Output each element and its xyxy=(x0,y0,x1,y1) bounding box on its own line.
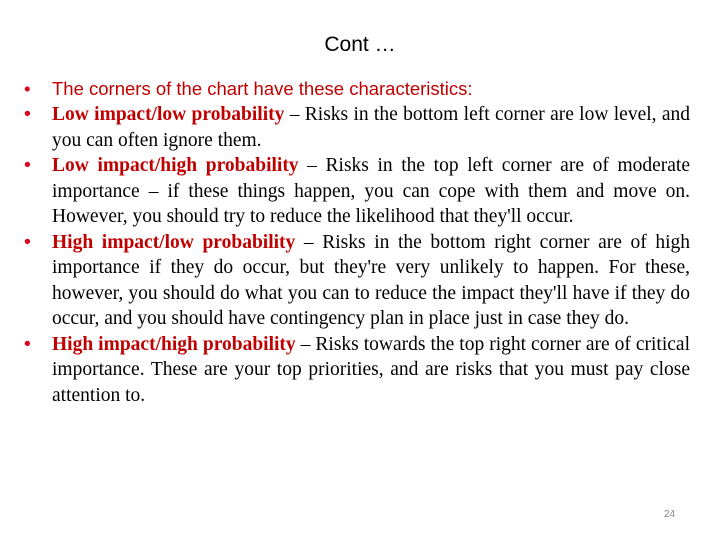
bullet-text: – Risks in the top left corner are of moderate importance – if these things happen, you can cope with them and move on. However, you should try to reduce the likelihood that they'll occur. xyxy=(52,155,690,227)
bullet-list xyxy=(24,76,690,408)
bullet-term: Low impact/high probability xyxy=(52,155,299,176)
bullet-term: Low impact/low probability xyxy=(52,104,285,125)
bullet-icon: • xyxy=(24,230,31,253)
intro-text: The corners of the chart have these characteristics: xyxy=(52,78,473,99)
bullet-low-high xyxy=(24,153,690,230)
bullet-icon: • xyxy=(24,154,31,176)
bullet-intro xyxy=(24,76,690,102)
bullet-text: – Risks in the bottom left corner are low level, and you can often ignore them. xyxy=(52,104,690,151)
bullet-icon: • xyxy=(24,103,31,125)
bullet-icon: • xyxy=(24,332,31,355)
page-number: 24 xyxy=(664,509,676,520)
bullet-icon: • xyxy=(24,78,31,99)
slide-title: Cont … xyxy=(324,33,396,56)
bullet-text: – Risks in the bottom right corner are of high importance if they do occur, but they're very unlikely to happen. For these, however, you should do what you can to reduce the impact they'll have if they do occur, and you should have contingency plan in place just in case they do. xyxy=(52,231,690,329)
bullet-text: – Risks towards the top right corner are of critical importance. These are your top priorities, and are risks that you must pay close attention to. xyxy=(52,333,690,406)
bullet-low-low xyxy=(24,102,690,153)
bullet-high-high xyxy=(24,332,690,409)
bullet-term: High impact/low probability xyxy=(52,231,296,253)
bullet-term: High impact/high probability xyxy=(52,333,296,355)
bullet-high-low xyxy=(24,230,690,332)
